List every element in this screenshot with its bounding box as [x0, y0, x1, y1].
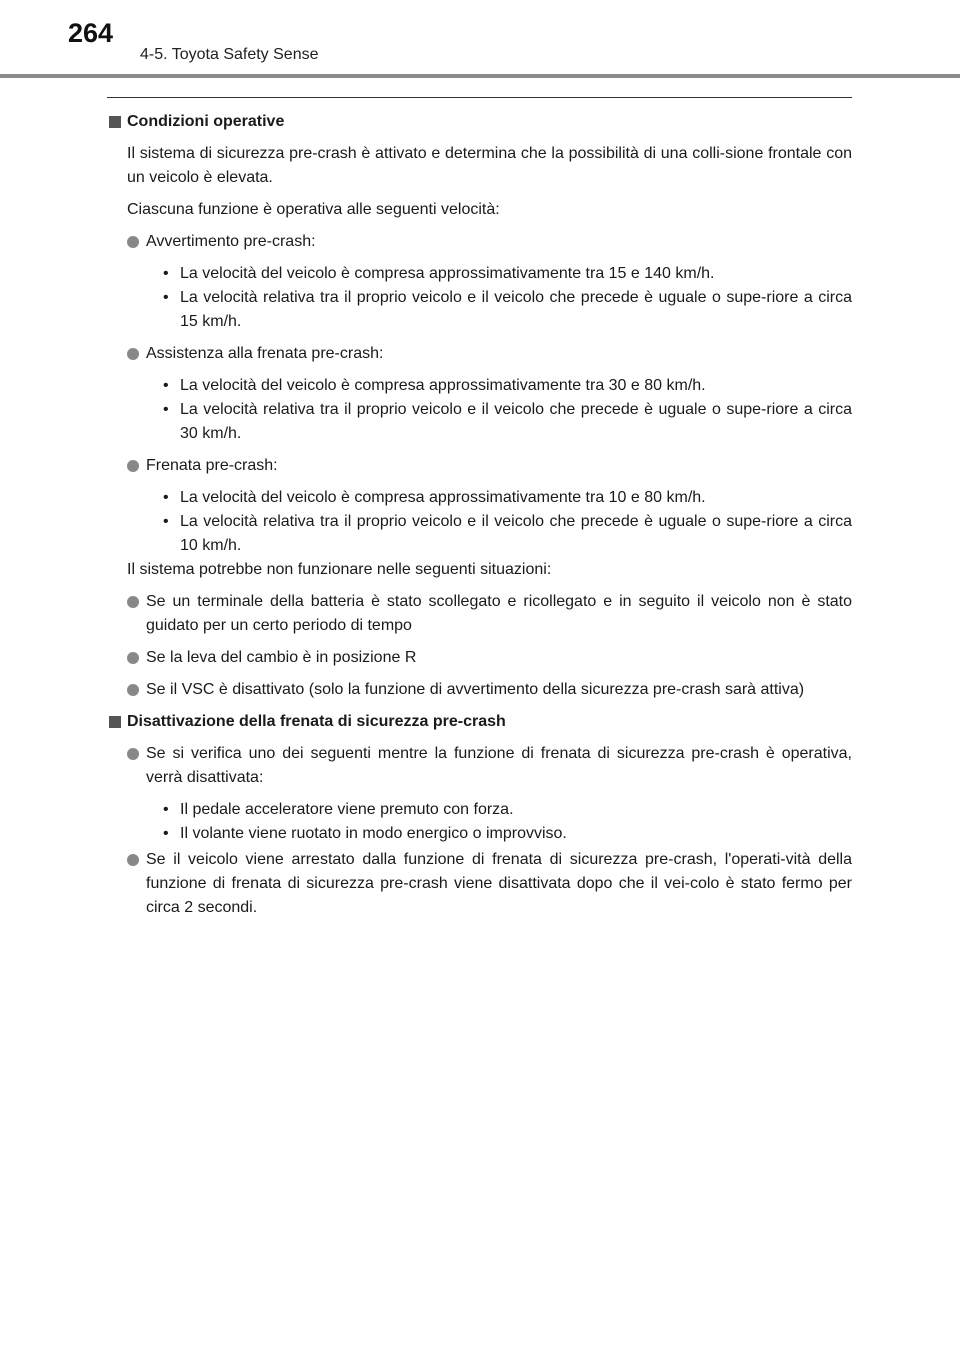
- paragraph: Il sistema potrebbe non funzionare nelle seguenti situazioni:: [127, 561, 552, 578]
- circle-bullet-icon: [127, 348, 139, 360]
- section-heading-operating-conditions: [107, 110, 852, 134]
- dot-bullet-icon: •: [163, 289, 169, 306]
- bullet-item: [165, 486, 852, 510]
- bullet-item: [165, 262, 852, 286]
- circle-bullet-icon: [127, 652, 139, 664]
- bullet-item-text: La velocità del veicolo è compresa approssimativamente tra 10 e 80 km/h.: [180, 489, 706, 506]
- dot-bullet-icon: •: [163, 825, 169, 842]
- bullet-item: [165, 798, 852, 822]
- list-item: [107, 742, 852, 790]
- bullet-item-text: La velocità del veicolo è compresa approssimativamente tra 30 e 80 km/h.: [180, 377, 706, 394]
- chapter-title: 4-5. Toyota Safety Sense: [140, 46, 319, 63]
- list-item: [107, 230, 852, 254]
- main-content: [107, 110, 852, 928]
- list-item-text: Se il veicolo viene arrestato dalla funzione di frenata di sicurezza pre-crash, l'operati-vità della funzione di frenata di sicurezza pre-crash viene disattivata dopo che il vei-colo è stato fermo per circa 2 secondi.: [146, 851, 852, 916]
- bullet-item-text: La velocità relativa tra il proprio veicolo e il veicolo che precede è uguale o supe-riore a circa 30 km/h.: [180, 401, 852, 442]
- section-heading-text: Condizioni operative: [127, 113, 285, 130]
- list-item: [107, 678, 852, 702]
- page-header: [0, 0, 960, 80]
- list-item-text: Assistenza alla frenata pre-crash:: [146, 345, 384, 362]
- dot-bullet-icon: •: [163, 265, 169, 282]
- circle-bullet-icon: [127, 684, 139, 696]
- bullet-item-text: Il volante viene ruotato in modo energico o improvviso.: [180, 825, 567, 842]
- bullet-item: [165, 510, 852, 558]
- bullet-list: [107, 798, 852, 846]
- dot-bullet-icon: •: [163, 801, 169, 818]
- bullet-item-text: La velocità relativa tra il proprio veicolo e il veicolo che precede è uguale o supe-riore a circa 15 km/h.: [180, 289, 852, 330]
- section-heading-deactivation: [107, 710, 852, 734]
- square-bullet-icon: [109, 716, 121, 728]
- bullet-item: [165, 286, 852, 334]
- list-item: [107, 646, 852, 670]
- list-item-text: Se si verifica uno dei seguenti mentre la funzione di frenata di sicurezza pre-crash è operativa, verrà disattivata:: [146, 745, 852, 786]
- dot-bullet-icon: •: [163, 489, 169, 506]
- list-item-text: Avvertimento pre-crash:: [146, 233, 316, 250]
- list-item: [107, 590, 852, 638]
- bullet-item-text: La velocità del veicolo è compresa approssimativamente tra 15 e 140 km/h.: [180, 265, 715, 282]
- dot-bullet-icon: •: [163, 401, 169, 418]
- bullet-item: [165, 374, 852, 398]
- dot-bullet-icon: •: [163, 513, 169, 530]
- list-item-text: Se il VSC è disattivato (solo la funzione di avvertimento della sicurezza pre-crash sarà attiva): [146, 681, 805, 698]
- dot-bullet-icon: •: [163, 377, 169, 394]
- square-bullet-icon: [109, 116, 121, 128]
- list-item: [107, 342, 852, 366]
- paragraph: Ciascuna funzione è operativa alle seguenti velocità:: [127, 201, 500, 218]
- list-item: [107, 454, 852, 478]
- bullet-list: [107, 262, 852, 334]
- circle-bullet-icon: [127, 596, 139, 608]
- bullet-item: [165, 822, 852, 846]
- bullet-item: [165, 398, 852, 446]
- content-divider: [107, 97, 852, 98]
- paragraph: Il sistema di sicurezza pre-crash è attivato e determina che la possibilità di una colli-sione frontale con un veicolo è elevata.: [127, 145, 852, 186]
- bullet-item-text: Il pedale acceleratore viene premuto con forza.: [180, 801, 514, 818]
- list-item-text: Se la leva del cambio è in posizione R: [146, 649, 417, 666]
- header-rule: [0, 74, 960, 78]
- list-item-text: Frenata pre-crash:: [146, 457, 278, 474]
- circle-bullet-icon: [127, 854, 139, 866]
- list-item-text: Se un terminale della batteria è stato scollegato e ricollegato e in seguito il veicolo non è stato guidato per un certo periodo di tempo: [146, 593, 852, 634]
- circle-bullet-icon: [127, 748, 139, 760]
- circle-bullet-icon: [127, 236, 139, 248]
- circle-bullet-icon: [127, 460, 139, 472]
- section-heading-text: Disattivazione della frenata di sicurezza pre-crash: [127, 713, 506, 730]
- bullet-item-text: La velocità relativa tra il proprio veicolo e il veicolo che precede è uguale o supe-riore a circa 10 km/h.: [180, 513, 852, 554]
- bullet-list: [107, 486, 852, 558]
- list-item: [107, 848, 852, 920]
- bullet-list: [107, 374, 852, 446]
- page-number: 264: [68, 18, 114, 48]
